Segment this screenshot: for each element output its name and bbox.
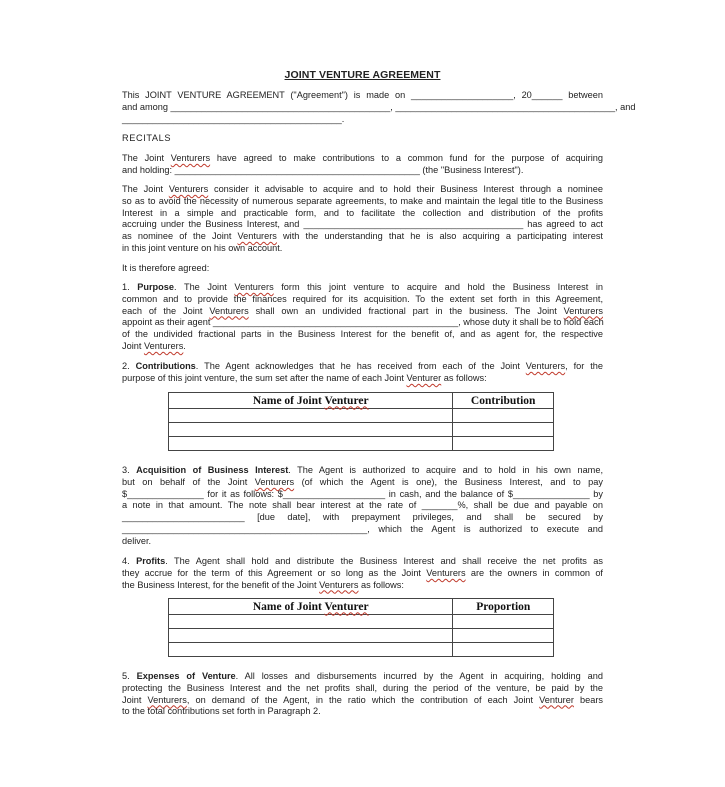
text-run: so as to avoid the necessity of numerous separate agreements, to make and maintain the legal title to the Business xyxy=(122,195,603,206)
table-cell[interactable] xyxy=(169,423,453,437)
section-2-contributions xyxy=(122,361,603,385)
text-line xyxy=(122,153,603,165)
table-cell[interactable] xyxy=(169,643,453,657)
misspelled-word: Venturers xyxy=(319,579,359,590)
section-heading: Acquisition of Business Interest xyxy=(136,465,289,475)
text-line xyxy=(122,536,603,548)
text-run: 3. xyxy=(122,465,137,475)
text-run: protecting the Business Interest and the net profits shall, during the period of the venture, be paid by the xyxy=(122,682,603,693)
misspelled-word: Venturers xyxy=(209,305,249,316)
text-run: purpose of this joint venture, the sum set after the name of each Joint xyxy=(122,372,407,383)
text-run: they accrue for the term of this Agreement or so long as the Joint xyxy=(122,567,427,578)
text-run: common and to provide the finances required for its acquisition. To the extent set forth in this Agreement, xyxy=(122,293,603,304)
text-line xyxy=(122,524,603,536)
table-cell[interactable] xyxy=(169,629,453,643)
section-1-purpose xyxy=(122,282,603,353)
text-run: appoint as their agent ________________________________________________, whose duty it shall be to hold each xyxy=(122,317,604,328)
text-run: in this joint venture on his own account. xyxy=(122,242,283,253)
recitals-heading: RECITALS xyxy=(122,133,172,143)
table-header-name: Name of Joint Venturer xyxy=(169,599,453,615)
table-cell[interactable] xyxy=(453,629,554,643)
text-line xyxy=(122,231,603,243)
text-run: 4. xyxy=(122,556,137,566)
misspelled-word: Venturers xyxy=(254,476,295,487)
text-line xyxy=(122,706,603,718)
section-heading: Purpose xyxy=(137,282,174,292)
text-line xyxy=(122,208,603,220)
text-run: and holding: ________________________________________________ (the "Business Interest"). xyxy=(122,164,524,175)
text-run: bears xyxy=(573,694,603,705)
text-run: Joint xyxy=(122,694,148,705)
text-run: . All losses and disbursements incurred by the Agent in acquiring, holding and xyxy=(235,671,603,681)
text-line xyxy=(122,695,603,707)
text-run: 2. xyxy=(122,361,136,371)
text-line xyxy=(122,489,603,501)
text-run: . The Agent acknowledges that he has received from each of the Joint xyxy=(195,361,526,371)
agreed-line: It is therefore agreed: xyxy=(122,263,210,273)
text-line xyxy=(122,361,603,373)
table-header-contribution: Contribution xyxy=(453,393,554,409)
table-cell[interactable] xyxy=(453,643,554,657)
text-run: have agreed to make contributions to a common fund for the purpose of acquiring xyxy=(210,153,604,163)
misspelled-word: Venturers xyxy=(143,340,184,351)
text-line xyxy=(122,568,603,580)
misspelled-word: Venturers xyxy=(170,153,211,163)
text-line xyxy=(122,465,603,477)
contributions-table xyxy=(168,392,554,451)
text-line xyxy=(122,101,636,114)
text-line xyxy=(122,165,603,177)
text-run: $_______________ for it as follows: $____________________ in cash, and the balance of $_______________ by xyxy=(122,488,603,499)
text-line xyxy=(122,500,603,512)
misspelled-word: Venturers xyxy=(525,361,566,371)
table-row xyxy=(169,409,554,423)
text-line xyxy=(122,282,603,294)
text-line xyxy=(122,477,603,489)
table-row xyxy=(169,629,554,643)
table-header-row xyxy=(169,599,554,615)
text-line xyxy=(122,373,603,385)
text-run: . The Agent shall hold and distribute the Business Interest and shall receive the net profits as xyxy=(165,556,604,566)
text-line xyxy=(122,306,603,318)
text-run: This JOINT VENTURE AGREEMENT ("Agreement") is made on ____________________, 20______ between xyxy=(122,90,603,100)
section-heading: Profits xyxy=(136,556,166,566)
table-row xyxy=(169,437,554,451)
text-run: consider it advisable to acquire and to hold their Business Interest through a nominee xyxy=(208,184,603,194)
table-header-name: Name of Joint Venturer xyxy=(169,393,453,409)
text-run: and among ___________________________________________, ___________________________________________, and xyxy=(122,101,636,112)
text-run: but on behalf of the Joint xyxy=(122,476,255,487)
text-run: as follows: xyxy=(358,579,404,590)
misspelled-word: Venturers xyxy=(426,567,466,578)
document-title: JOINT VENTURE AGREEMENT xyxy=(284,69,441,81)
recital-paragraph-2 xyxy=(122,184,603,255)
text-line xyxy=(122,512,603,524)
text-run: . xyxy=(183,340,186,351)
table-cell[interactable] xyxy=(453,437,554,451)
misspelled-word: Venturers xyxy=(234,282,274,292)
misspelled-word: Venturer xyxy=(406,372,442,383)
text-run: as nominee of the Joint xyxy=(122,231,238,242)
table-header-proportion: Proportion xyxy=(453,599,554,615)
text-run: . The Joint xyxy=(174,282,235,292)
table-cell[interactable] xyxy=(169,615,453,629)
recital-paragraph-1 xyxy=(122,153,603,177)
table-header-row xyxy=(169,393,554,409)
text-line xyxy=(122,196,603,208)
text-run: as follows: xyxy=(441,372,487,383)
text-line xyxy=(122,294,603,306)
table-cell[interactable] xyxy=(453,615,554,629)
table-cell[interactable] xyxy=(453,423,554,437)
text-line xyxy=(122,329,603,341)
text-run: the Business Interest, for the benefit of the Joint xyxy=(122,579,320,590)
text-run: form this joint venture to acquire and hold the Business Interest in xyxy=(273,282,603,292)
text-run: to the total contributions set forth in Paragraph 2. xyxy=(122,706,321,717)
text-line xyxy=(122,683,603,695)
text-run: deliver. xyxy=(122,535,152,546)
text-run: 1. xyxy=(122,282,138,292)
text-run: a note in that amount. The note shall bear interest at the rate of _______%, shall be due and payable on xyxy=(122,500,603,511)
text-run: (of which the Agent is one), the Business Interest, and to pay xyxy=(294,476,603,487)
text-run: accruing under the Business Interest, and ___________________________________________ has agreed to act xyxy=(122,219,603,230)
text-run: ________________________________________________, which the Agent is authorized to execute and xyxy=(122,523,603,534)
intro-paragraph xyxy=(122,90,636,125)
text-run: Joint xyxy=(122,340,144,351)
section-5-expenses xyxy=(122,671,603,718)
proportion-table xyxy=(168,598,554,657)
misspelled-word: Venturer xyxy=(539,694,574,705)
text-run: are the owners in common of xyxy=(465,567,603,578)
text-run: Interest in a simple and practicable form, and to facilitate the collection and distribution of the profits xyxy=(122,207,603,218)
misspelled-word: Venturers xyxy=(147,694,187,705)
text-line xyxy=(122,90,603,102)
text-line xyxy=(122,671,603,683)
text-run: The Joint xyxy=(122,153,171,163)
section-heading: Expenses of Venture xyxy=(136,671,236,681)
table-cell[interactable] xyxy=(453,409,554,423)
misspelled-word: Venturers xyxy=(168,184,209,194)
text-run: 5. xyxy=(122,671,137,681)
text-line xyxy=(122,341,603,353)
table-cell[interactable] xyxy=(169,437,453,451)
text-line xyxy=(122,556,603,568)
text-run: . The Agent is authorized to acquire and to hold in his own name, xyxy=(288,465,604,475)
text-line xyxy=(122,580,603,592)
text-run: shall own an undivided fractional part in the business. The Joint xyxy=(248,305,564,316)
text-line xyxy=(122,184,603,196)
text-run: ___________________________________________. xyxy=(122,113,345,124)
text-run: each of the Joint xyxy=(122,305,210,316)
text-line xyxy=(122,114,603,126)
section-heading: Contributions xyxy=(135,361,196,371)
text-run: The Joint xyxy=(122,184,169,194)
text-line xyxy=(122,317,603,329)
table-row xyxy=(169,615,554,629)
text-line xyxy=(122,243,603,255)
table-row xyxy=(169,423,554,437)
text-run: , on demand of the Agent, in the ratio which the contribution of each Joint xyxy=(186,694,540,705)
misspelled-word: Venturers xyxy=(563,305,603,316)
table-cell[interactable] xyxy=(169,409,453,423)
table-row xyxy=(169,643,554,657)
misspelled-word: Venturers xyxy=(237,231,277,242)
text-run: , for the xyxy=(565,361,603,371)
text-run: with the understanding that he is also acquiring a participating interest xyxy=(276,231,603,242)
text-run: ________________________ [due date], with prepayment privileges, and shall be secured by xyxy=(122,512,603,523)
section-3-acquisition xyxy=(122,465,603,548)
text-run: of the undivided fractional parts in the Business Interest for the benefit of, and as agent for, the respective xyxy=(122,329,603,340)
section-4-profits xyxy=(122,556,603,591)
text-line xyxy=(122,219,603,231)
